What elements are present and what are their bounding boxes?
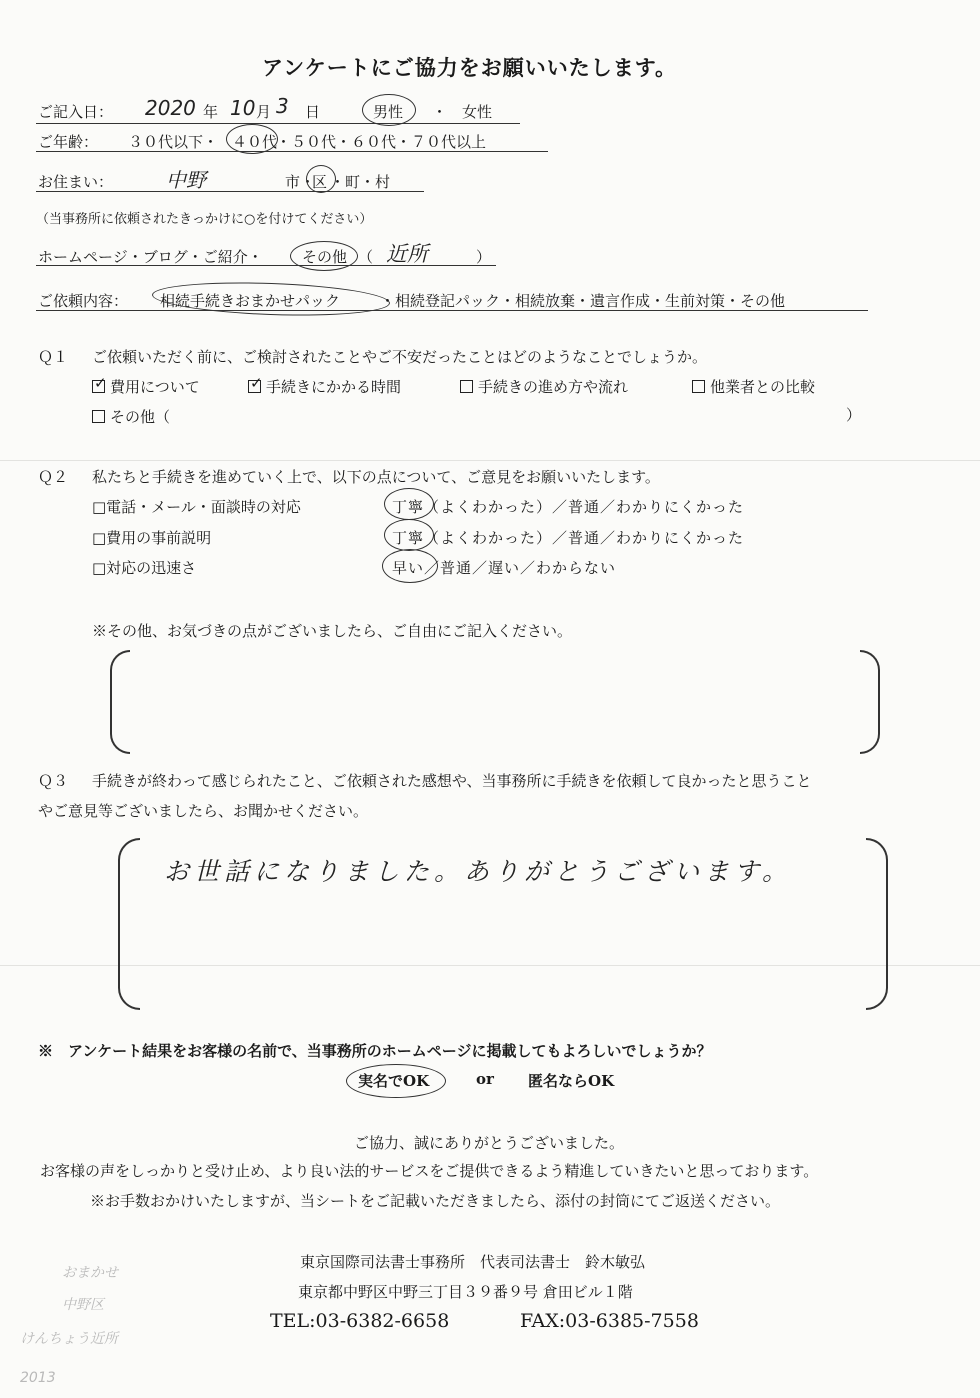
footer-office: 東京国際司法書士事務所 代表司法書士 鈴木敏弘 — [300, 1253, 646, 1271]
underline — [36, 151, 548, 152]
answer-box-right — [866, 838, 888, 1010]
address-ward: 区 — [312, 173, 328, 191]
referral-open: （ — [358, 248, 374, 266]
date-month: 10 — [230, 96, 256, 120]
q1-option-cost[interactable]: ✓費用について — [92, 376, 200, 397]
date-day: 3 — [276, 94, 289, 118]
request-label: ご依頼内容： — [38, 292, 129, 310]
underline — [36, 191, 424, 192]
comment-box-right — [860, 650, 880, 754]
margin-note: けんちょう近所 — [20, 1331, 118, 1347]
consent-or: or — [476, 1070, 494, 1088]
q1-option-process[interactable]: 手続きの進め方や流れ — [460, 376, 628, 397]
closing-return-note: ※お手数おかけいたしますが、当シートをご記載いただきましたら、添付の封筒にてご返送ください。 — [90, 1192, 781, 1210]
checkbox-icon — [92, 380, 105, 393]
q2-row-label: □対応の迅速さ — [92, 559, 197, 577]
checkbox-icon — [460, 380, 473, 393]
referral-value: 近所 — [386, 242, 428, 266]
q1-number: Ｑ１ — [38, 348, 69, 366]
closing-message: お客様の声をしっかりと受け止め、より良い法的サービスをご提供できるよう精進していきたいと思っております。 — [40, 1162, 819, 1180]
age-option-30: ３０代以下・ — [128, 133, 219, 151]
age-label: ご年齢： — [38, 133, 99, 151]
gender-female: 女性 — [462, 103, 493, 121]
address-value: 中野 — [166, 168, 206, 192]
consent-anonymous[interactable]: 匿名ならOK — [528, 1072, 615, 1090]
q2-question: 私たちと手続きを進めていく上で、以下の点について、ご意見をお願いいたします。 — [92, 468, 660, 486]
age-option-40: ４０代 — [232, 133, 278, 151]
date-day-suffix: 日 — [305, 103, 321, 121]
address-town: ・町・村 — [330, 173, 391, 191]
fold-line — [0, 460, 980, 461]
checkbox-icon — [92, 410, 105, 423]
comment-box-left — [110, 650, 130, 754]
footer-fax: FAX:03-6385-7558 — [520, 1310, 699, 1332]
gender-sep: ・ — [432, 103, 448, 121]
margin-note: 2013 — [20, 1370, 56, 1386]
referral-other: その他 — [302, 248, 348, 266]
date-month-suffix: 月 — [256, 103, 272, 121]
margin-note: 中野区 — [62, 1297, 104, 1313]
consent-real-name[interactable]: 実名でOK — [358, 1072, 430, 1090]
q2-row-label: □電話・メール・面談時の対応 — [92, 498, 301, 516]
date-label: ご記入日： — [38, 103, 114, 121]
closing-thanks: ご協力、誠にありがとうございました。 — [354, 1134, 625, 1152]
age-option-others: ・５０代・６０代・７０代以上 — [276, 133, 487, 151]
underline — [36, 310, 868, 311]
address-label: お住まい： — [38, 173, 114, 191]
fold-line — [0, 965, 980, 966]
q2-row-choices: 早い／普通／遅い／わからない — [392, 559, 617, 577]
gender-male: 男性 — [373, 103, 404, 121]
date-year: 2020 — [145, 96, 196, 120]
q2-row-label: □費用の事前説明 — [92, 529, 212, 547]
q3-answer: お世話になりました。ありがとうございます。 — [164, 857, 793, 886]
referral-close: ） — [476, 248, 492, 266]
checkbox-icon — [692, 380, 705, 393]
q3-question-line2: やご意見等ございましたら、お聞かせください。 — [38, 802, 369, 820]
q2-row-choices: 丁寧（よくわかった）／普通／わかりにくかった — [392, 498, 745, 516]
request-selected: 相続手続きおまかせパック — [160, 292, 341, 310]
q1-option-other[interactable]: その他（ — [92, 406, 170, 427]
q1-question: ご依頼いただく前に、ご検討されたことやご不安だったことはどのようなことでしょうか。 — [92, 348, 708, 366]
consent-question: ※ アンケート結果をお客様の名前で、当事務所のホームページに掲載してもよろしいでしょうか？ — [38, 1042, 712, 1060]
footer-tel: TEL:03-6382-6658 — [270, 1310, 450, 1332]
footer-address: 東京都中野区中野三丁目３９番９号 倉田ビル１階 — [298, 1283, 633, 1301]
q1-option-compare[interactable]: 他業者との比較 — [692, 376, 815, 397]
q1-option-time[interactable]: ✓ 手続きにかかる時間 — [248, 376, 401, 397]
q1-other-close: ） — [846, 406, 862, 424]
checkbox-icon — [248, 380, 261, 393]
q3-number: Ｑ３ — [38, 772, 69, 790]
request-others: ・相続登記パック・相続放棄・遺言作成・生前対策・その他 — [380, 292, 786, 310]
q2-number: Ｑ２ — [38, 468, 69, 486]
margin-note: おまかせ — [62, 1265, 118, 1281]
referral-options: ホームページ・ブログ・ご紹介・ — [38, 248, 263, 266]
answer-box-left — [118, 838, 140, 1010]
page-title: アンケートにご協力をお願いいたします。 — [262, 55, 678, 80]
q2-row-choices: 丁寧（よくわかった）／普通／わかりにくかった — [392, 529, 745, 547]
q2-note: ※その他、お気づきの点がございましたら、ご自由にご記入ください。 — [92, 622, 573, 640]
address-city: 市・ — [285, 173, 316, 191]
referral-note: （当事務所に依頼されたきっかけに○を付けてください） — [36, 212, 373, 227]
date-year-suffix: 年 — [203, 103, 219, 121]
underline — [36, 265, 496, 266]
underline — [36, 123, 520, 124]
q3-question-line1: 手続きが終わって感じられたこと、ご依頼された感想や、当事務所に手続きを依頼して良かったと思うこと — [92, 772, 812, 790]
